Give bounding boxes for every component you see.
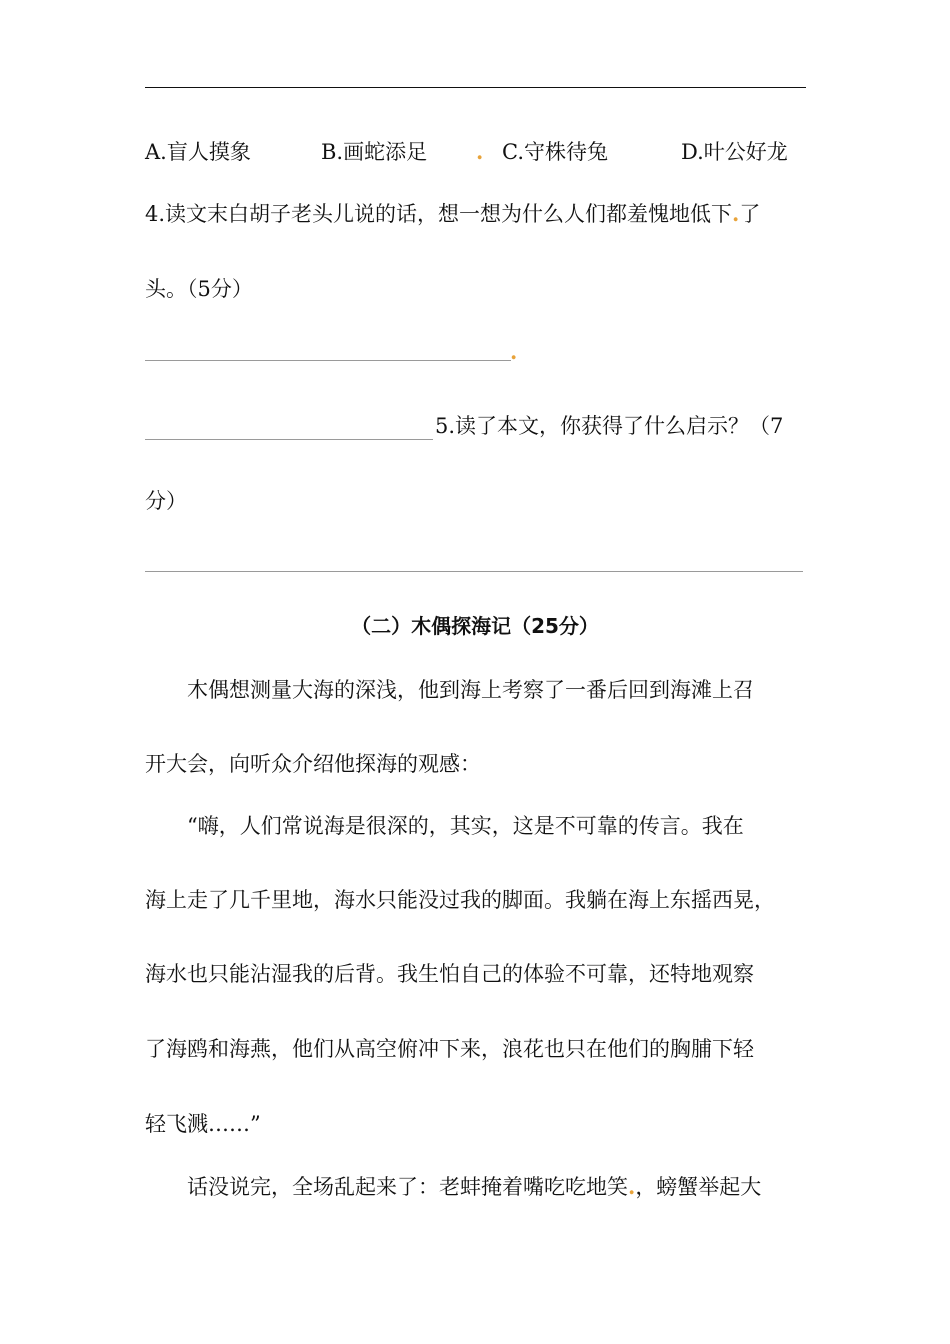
paragraph-2-line-2: 海上走了几千里地，海水只能没过我的脚面。我躺在海上东摇西晃， <box>145 888 775 912</box>
paragraph-2-line-4: 了海鸥和海燕，他们从高空俯冲下来，浪花也只在他们的胸脯下轻 <box>145 1037 754 1061</box>
paragraph-1-line-1: 木偶想测量大海的深浅，他到海上考察了一番后回到海滩上召 <box>187 678 754 702</box>
question-5-line-1 <box>145 412 783 440</box>
paragraph-2-line-1: “嗨，人们常说海是很深的，其实，这是不可靠的传言。我在 <box>187 814 744 838</box>
question-4-line-1 <box>145 200 760 228</box>
option-c: C.守株待兔 <box>502 140 608 164</box>
option-b: B.画蛇添足 <box>321 140 428 164</box>
section-heading: （二）木偶探海记（25分） <box>351 614 599 638</box>
answer-blank-q4-continued[interactable] <box>145 417 433 440</box>
option-d: D.叶公好龙 <box>681 140 788 164</box>
question-4-line-2: 头。（5分） <box>145 277 253 301</box>
answer-blank-q4[interactable] <box>145 360 511 361</box>
marker-dot: . <box>510 339 518 364</box>
paragraph-2-line-5: 轻飞溅……” <box>145 1112 261 1136</box>
paragraph-3-text-end: ，螃蟹举起大 <box>635 1175 762 1199</box>
paragraph-3-line-1 <box>187 1173 761 1201</box>
option-a: A.盲人摸象 <box>145 140 251 164</box>
question-4-text-end: 了 <box>739 202 761 226</box>
paragraph-2-line-3: 海水也只能沾湿我的后背。我生怕自己的体验不可靠，还特地观察 <box>145 962 754 986</box>
marker-dot: . <box>476 139 484 164</box>
question-4-text: 4.读文末白胡子老头儿说的话，想一想为什么人们都羞愧地低下 <box>145 202 733 226</box>
marker-dot: . <box>628 1174 636 1199</box>
answer-blank-q5[interactable] <box>145 571 803 572</box>
paragraph-3-text: 话没说完，全场乱起来了：老蚌掩着嘴吃吃地笑 <box>187 1175 628 1199</box>
paragraph-1-line-2: 开大会，向听众介绍他探海的观感： <box>145 752 481 776</box>
question-5-line-2: 分） <box>145 489 187 513</box>
marker-dot: . <box>732 201 740 226</box>
question-5-text: 5.读了本文，你获得了什么启示？（7 <box>435 414 784 438</box>
top-divider <box>145 87 806 88</box>
